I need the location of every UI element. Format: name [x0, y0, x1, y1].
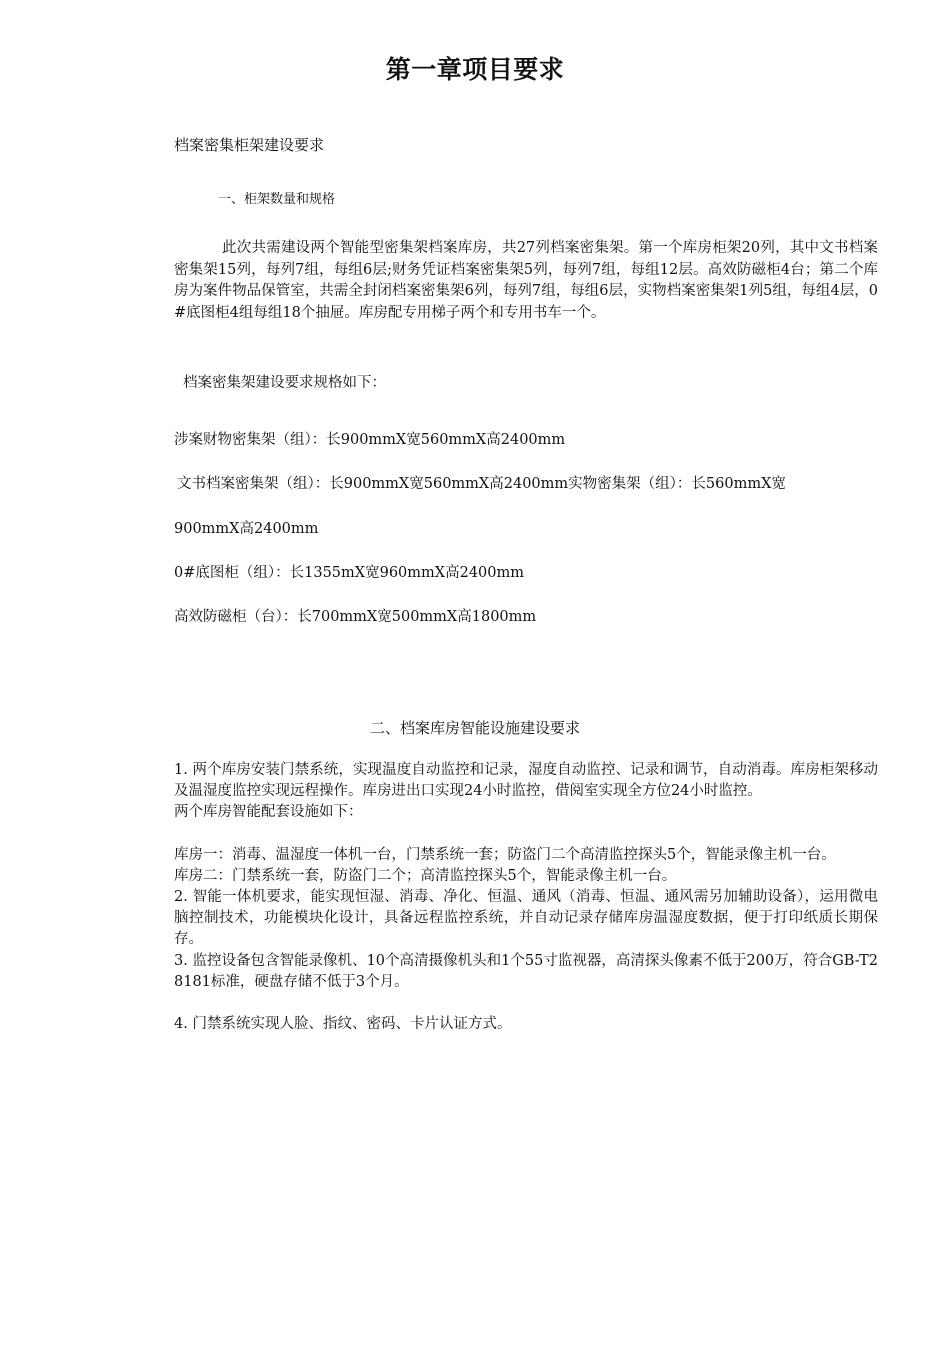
- facilities-intro: 两个库房智能配套设施如下：: [174, 804, 363, 821]
- spec-line: 高效防磁柜（台）：长700mmX宽500mmX高1800mm: [174, 609, 537, 625]
- spec-line: 0#底图柜（组）：长1355mX宽960mmX高2400mm: [174, 565, 524, 581]
- spec-line: 涉案财物密集架（组）：长900mmX宽560mmX高2400mm: [174, 432, 566, 448]
- spec-intro: 档案密集架建设要求规格如下：: [183, 375, 386, 391]
- section2-title: 二、档案库房智能设施建设要求: [369, 719, 580, 737]
- spec-line: 文书档案密集架（组）：长900mmX宽560mmX高2400mm实物密集架（组）：长560mmX宽: [177, 476, 786, 492]
- page-title: 第一章项目要求: [385, 55, 565, 84]
- room1-facilities: 库房一：消毒、温湿度一体机一台，门禁系统一套；防盗门二个高清监控探头5个，智能录像主机一台。: [174, 846, 836, 863]
- requirement-item-2: 2. 智能一体机要求，能实现恒湿、消毒、净化、恒温、通风（消毒、恒温、通风需另加辅助设备），运用微电脑控制技术，功能模块化设计，具备远程监控系统，并自动记录存储库房温湿度数据，便于打印纸质长期保存。: [174, 889, 878, 948]
- section-heading: 档案密集柜架建设要求: [174, 136, 325, 154]
- requirement-item-3: 3. 监控设备包含智能录像机、10个高清摄像机头和1个55寸监视器，高清探头像素不低于200万，符合GB-T28181标准，硬盘存储不低于3个月。: [174, 952, 878, 990]
- room2-facilities: 库房二：门禁系统一套，防盗门二个；高清监控探头5个，智能录像主机一台。: [174, 867, 677, 884]
- section1-title: 一、柜架数量和规格: [218, 192, 336, 207]
- section1-intro-paragraph: 此次共需建设两个智能型密集架档案库房，共27列档案密集架。第一个库房柜架20列，其中文书档案密集架15列，每列7组，每组6层;财务凭证档案密集架5列，每列7组，每组12层。高效防磁柜4台；第二个库房为案件物品保管室，共需全封闭档案密集架6列，每列7组，每组6层，实物档案密集架1列5组，每组4层，0#底图柜4组每组18个抽屉。库房配专用梯子两个和专用书车一个。: [174, 240, 878, 321]
- requirement-item-1: 1. 两个库房安装门禁系统，实现温度自动监控和记录，湿度自动监控、记录和调节，自动消毒。库房柜架移动及温湿度监控实现远程操作。库房进出口实现24小时监控，借阅室实现全方位24小时监控。: [174, 762, 878, 800]
- spec-line: 900mmX高2400mm: [174, 521, 319, 537]
- section2-body: [174, 760, 878, 1035]
- requirement-item-4: 4. 门禁系统实现人脸、指纹、密码、卡片认证方式。: [174, 1016, 512, 1033]
